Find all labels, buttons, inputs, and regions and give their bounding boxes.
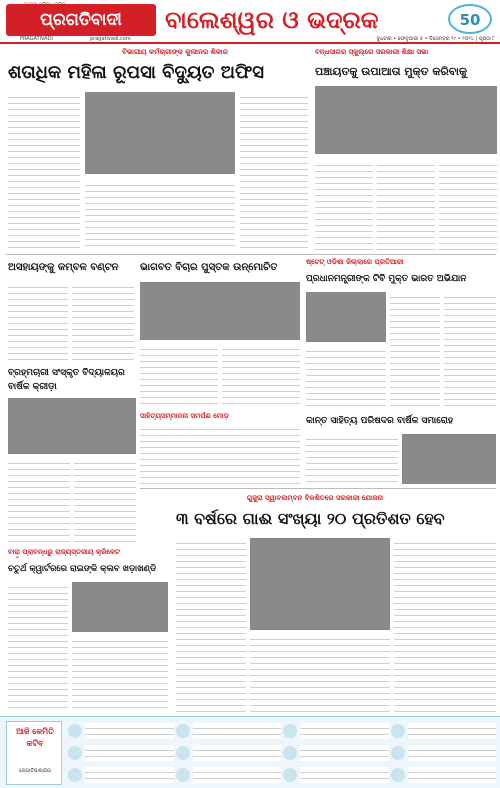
cattle-body-col1 <box>176 538 246 712</box>
zodiac-cell <box>68 765 174 785</box>
cattle-body-col3 <box>394 538 496 712</box>
cricket-body-col2 <box>72 636 168 712</box>
sahitya-side-body <box>140 424 300 484</box>
bhagabat-body-col2 <box>222 344 300 408</box>
blanket-body-col1 <box>8 282 68 362</box>
zodiac-icon <box>391 724 405 738</box>
masthead <box>0 0 500 44</box>
zodiac-cell <box>283 743 389 763</box>
zodiac-text <box>193 767 282 783</box>
cricket-body-col1 <box>8 582 68 712</box>
zodiac-text <box>408 745 497 761</box>
blanket-headline[interactable]: ଅସହାୟଙ୍କୁ କମ୍ବଳ ବଣ୍ଟନ <box>8 262 119 273</box>
cattle-body-col2 <box>250 634 390 712</box>
zodiac-icon <box>283 746 297 760</box>
sports-photo <box>8 398 136 454</box>
zodiac-cell <box>283 721 389 741</box>
zodiac-cell <box>176 743 282 763</box>
zodiac-text <box>85 745 174 761</box>
top-kicker: ବିଭାଗୀୟ କର୍ମଚାରୀଙ୍କ କୁଲୀନର ଶିକାର <box>60 48 290 58</box>
zodiac-icon <box>176 768 190 782</box>
zodiac-cell <box>68 721 174 741</box>
pm-kicker: ଷ୍ଟେଟ୍‌ ଓଡିଶା ଜିଲ୍ଲାରେ ପ୍ରତିଆରୀ <box>306 258 406 268</box>
zodiac-text <box>408 723 497 739</box>
top-body-col3 <box>240 92 308 250</box>
cricket-headline[interactable]: ଚତୁର୍ଥ କ୍ୱାର୍ଟରରେ ରାଇଙ୍କି କ୍ଲବ ଖଡ଼ାଖଣ୍ଡି <box>8 564 157 574</box>
edition-title: ବାଲେଶ୍ୱର ଓ ଭଦ୍ରକ <box>165 6 379 34</box>
panchayat-body-col2 <box>377 160 435 250</box>
zodiac-text <box>300 723 389 739</box>
sports-body-col2 <box>74 458 136 544</box>
sahitya-kicker: ସାହିତ୍ୟସମ୍ମାନନା ସମର୍ପଣ ମୋଡ଼ <box>140 412 300 422</box>
top-headline[interactable]: ଶତାଧିକ ମହିଳା ରୂପସା ବିଦ୍ୟୁତ ଅଫିସ <box>8 62 265 83</box>
pm-body-col3 <box>306 346 386 408</box>
zodiac-cell <box>391 765 497 785</box>
sahitya-body <box>306 434 398 484</box>
zodiac-cell <box>176 765 282 785</box>
pm-body-col2 <box>444 292 496 408</box>
pm-body-col1 <box>390 292 440 408</box>
zodiac-icon <box>176 724 190 738</box>
panchayat-headline[interactable]: ପଞ୍ଚାୟତକୁ ଉପାଆତା ମୁକ୍ତ କରିବାକୁ <box>315 65 468 78</box>
section-divider <box>6 254 496 255</box>
sahitya-photo <box>402 434 496 484</box>
newspaper-logo[interactable]: ପ୍ରଗତିବାଦୀ <box>6 4 156 36</box>
bhagabat-photo <box>140 282 300 340</box>
bhagabat-body-col1 <box>140 344 218 408</box>
zodiac-text <box>85 767 174 783</box>
top-photo <box>85 92 235 174</box>
top-body-col2 <box>85 180 235 250</box>
zodiac-icon <box>283 768 297 782</box>
zodiac-cell <box>391 721 497 741</box>
zodiac-icon <box>68 768 82 782</box>
zodiac-cell <box>68 743 174 763</box>
zodiac-cell <box>391 743 497 763</box>
website: pragativadi.com <box>90 36 131 42</box>
zodiac-icon <box>68 724 82 738</box>
panchayat-kicker: ବନ୍ଧସାଗର ସ୍କୁଲ୍ରେ ସରକାରୀ ଶିକ୍ଷା ସଭା <box>315 48 495 58</box>
cricket-photo <box>72 582 168 632</box>
sahitya-headline[interactable]: କାନ୍ତ ସାହିତ୍ୟ ପରିଷଦର ବାର୍ଷିକ ସମାରୋହ <box>306 416 454 426</box>
horoscope-byline: ଜ୍ୟୋତିଷାଚାର୍ଯ୍ୟ <box>19 768 51 774</box>
zodiac-text <box>85 723 174 739</box>
panchayat-body-col3 <box>439 160 497 250</box>
cattle-kicker: ଗୁଜୁରା ସ୍ୱାବଲମ୍ବନ ବିକଶିତରେ ସରକାରୀ ଯୋଜନା <box>200 494 430 504</box>
bhagabat-headline[interactable]: ଭାଗବତ ବିଚାର ପୁସ୍ତକ ଉନ୍ମୋଚିତ <box>140 262 278 273</box>
zodiac-icon <box>283 724 297 738</box>
zodiac-text <box>300 767 389 783</box>
pm-photo <box>306 292 386 342</box>
zodiac-icon <box>391 746 405 760</box>
sports-headline[interactable]: ବ୍ରହ୍ମଚାରୀ ସଂସ୍କୃତ ବିଦ୍ୟାଳୟର ବାର୍ଷିକ କ୍ରୀଡ଼ା <box>8 368 125 392</box>
horoscope-panel <box>0 716 500 788</box>
horoscope-title: ଆଜି କେମିତି କଟିବ <box>16 727 54 748</box>
section-divider-2 <box>140 488 496 489</box>
cricket-kicker: ବାରା ପ୍ରାବନ୍ଧରୁ ରାଜ୍ୟସ୍ତରୀୟ କ୍ରିକେଟ <box>8 548 138 558</box>
zodiac-icon <box>68 746 82 760</box>
zodiac-icon <box>176 746 190 760</box>
anniversary-badge: 50 <box>448 4 492 34</box>
top-body-col1 <box>8 92 80 250</box>
horoscope-grid <box>68 721 496 785</box>
cattle-headline[interactable]: ୩ ବର୍ଷରେ ଗାଈ ସଂଖ୍ୟା ୨୦ ପ୍ରତିଶତ ହେବ <box>176 509 445 528</box>
zodiac-text <box>408 767 497 783</box>
blanket-body-col2 <box>72 282 134 362</box>
horoscope-title-box <box>6 721 62 785</box>
sports-body-col1 <box>8 458 70 544</box>
dateline: ବୁଧବାର • ଫେବୃଆରୀ ୫ • ଡିସେମ୍ବର ୨୯ • ୨୦୨୪ | ପୃଷ୍ଠା ୮ <box>376 36 495 42</box>
zodiac-cell <box>283 765 389 785</box>
zodiac-icon <box>391 768 405 782</box>
logo-subtitle: PRAGATIVADI <box>20 36 53 42</box>
zodiac-text <box>300 745 389 761</box>
pm-headline[interactable]: ପ୍ରଧାନମନ୍ତ୍ରୀଙ୍କ ଟିବି ମୁକ୍ତ ଭାରତ ଅଭିଯାନ <box>306 274 467 284</box>
panchayat-body-col1 <box>315 160 373 250</box>
zodiac-cell <box>176 721 282 741</box>
zodiac-text <box>193 745 282 761</box>
zodiac-text <box>193 723 282 739</box>
cattle-photo <box>250 538 390 630</box>
panchayat-photo <box>315 86 497 154</box>
